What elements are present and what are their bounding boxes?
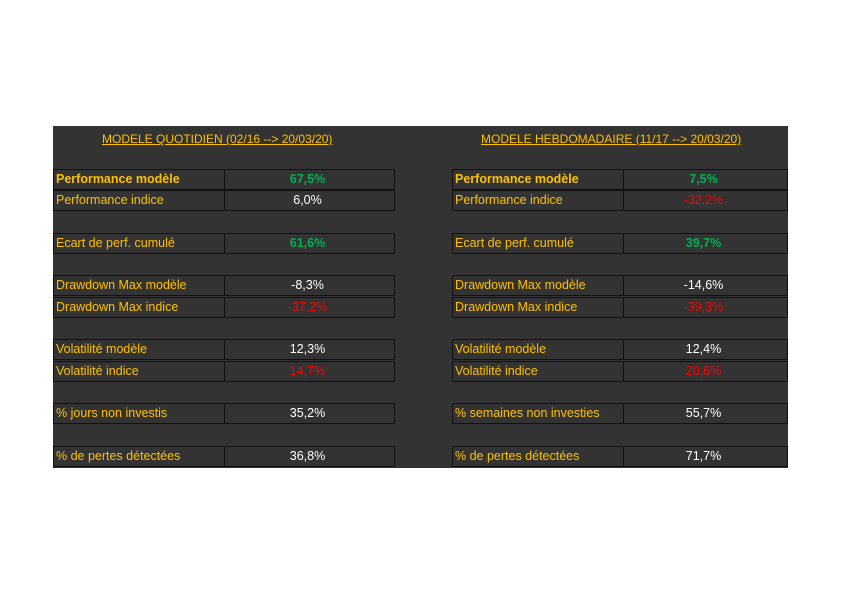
row-value: -32,2% bbox=[683, 193, 724, 207]
right-row-performance-indice bbox=[452, 190, 788, 211]
row-label: Performance modèle bbox=[54, 170, 225, 189]
row-label: % de pertes détectées bbox=[54, 447, 225, 466]
row-label: Ecart de perf. cumulé bbox=[453, 234, 624, 253]
row-label: Performance indice bbox=[453, 191, 624, 210]
row-label: % de pertes détectées bbox=[453, 447, 624, 466]
row-value: 36,8% bbox=[289, 449, 326, 463]
spreadsheet-area bbox=[53, 126, 788, 468]
row-label: Volatilité modèle bbox=[453, 340, 624, 359]
row-value: 55,7% bbox=[685, 406, 722, 420]
left-row-pertes-detectees bbox=[53, 446, 395, 467]
row-label: Volatilité indice bbox=[54, 362, 225, 381]
left-row-performance-indice bbox=[53, 190, 395, 211]
row-label: Performance indice bbox=[54, 191, 225, 210]
row-value: 61,6% bbox=[289, 236, 326, 250]
left-row-drawdown-indice bbox=[53, 297, 395, 318]
row-value: 12,3% bbox=[289, 342, 326, 356]
right-row-volatilite-indice bbox=[452, 361, 788, 382]
row-value: -8,3% bbox=[291, 278, 324, 292]
right-row-volatilite-modele bbox=[452, 339, 788, 360]
row-value: 20,6% bbox=[685, 364, 722, 378]
right-row-drawdown-modele bbox=[452, 275, 788, 296]
left-row-ecart-perf bbox=[53, 233, 395, 254]
row-value: 14,7% bbox=[289, 364, 326, 378]
left-row-volatilite-modele bbox=[53, 339, 395, 360]
row-value: 6,0% bbox=[293, 193, 322, 207]
right-row-semaines-non-investies bbox=[452, 403, 788, 424]
left-row-drawdown-modele bbox=[53, 275, 395, 296]
row-label: Volatilité modèle bbox=[54, 340, 225, 359]
row-label: Drawdown Max modèle bbox=[54, 276, 225, 295]
row-label: Drawdown Max indice bbox=[54, 298, 225, 317]
right-table-title: MODELE HEBDOMADAIRE (11/17 --> 20/03/20) bbox=[481, 132, 742, 146]
right-row-performance-modele bbox=[452, 169, 788, 190]
right-row-ecart-perf bbox=[452, 233, 788, 254]
row-label: Ecart de perf. cumulé bbox=[54, 234, 225, 253]
row-label: % semaines non investies bbox=[453, 404, 624, 423]
row-value: 35,2% bbox=[289, 406, 326, 420]
right-row-drawdown-indice bbox=[452, 297, 788, 318]
row-label: Drawdown Max modèle bbox=[453, 276, 624, 295]
row-value: 71,7% bbox=[685, 449, 722, 463]
left-row-performance-modele bbox=[53, 169, 395, 190]
row-value: -14,6% bbox=[683, 278, 724, 292]
row-value: -37,2% bbox=[287, 300, 328, 314]
row-label: Drawdown Max indice bbox=[453, 298, 624, 317]
right-row-pertes-detectees bbox=[452, 446, 788, 467]
row-value: 7,5% bbox=[689, 172, 718, 186]
row-label: % jours non investis bbox=[54, 404, 225, 423]
row-value: -39,3% bbox=[683, 300, 724, 314]
row-label: Volatilité indice bbox=[453, 362, 624, 381]
row-value: 39,7% bbox=[685, 236, 722, 250]
left-row-jours-non-investis bbox=[53, 403, 395, 424]
row-value: 12,4% bbox=[685, 342, 722, 356]
row-value: 67,5% bbox=[289, 172, 326, 186]
left-table-title: MODELE QUOTIDIEN (02/16 --> 20/03/20) bbox=[102, 132, 333, 146]
left-row-volatilite-indice bbox=[53, 361, 395, 382]
row-label: Performance modèle bbox=[453, 170, 624, 189]
